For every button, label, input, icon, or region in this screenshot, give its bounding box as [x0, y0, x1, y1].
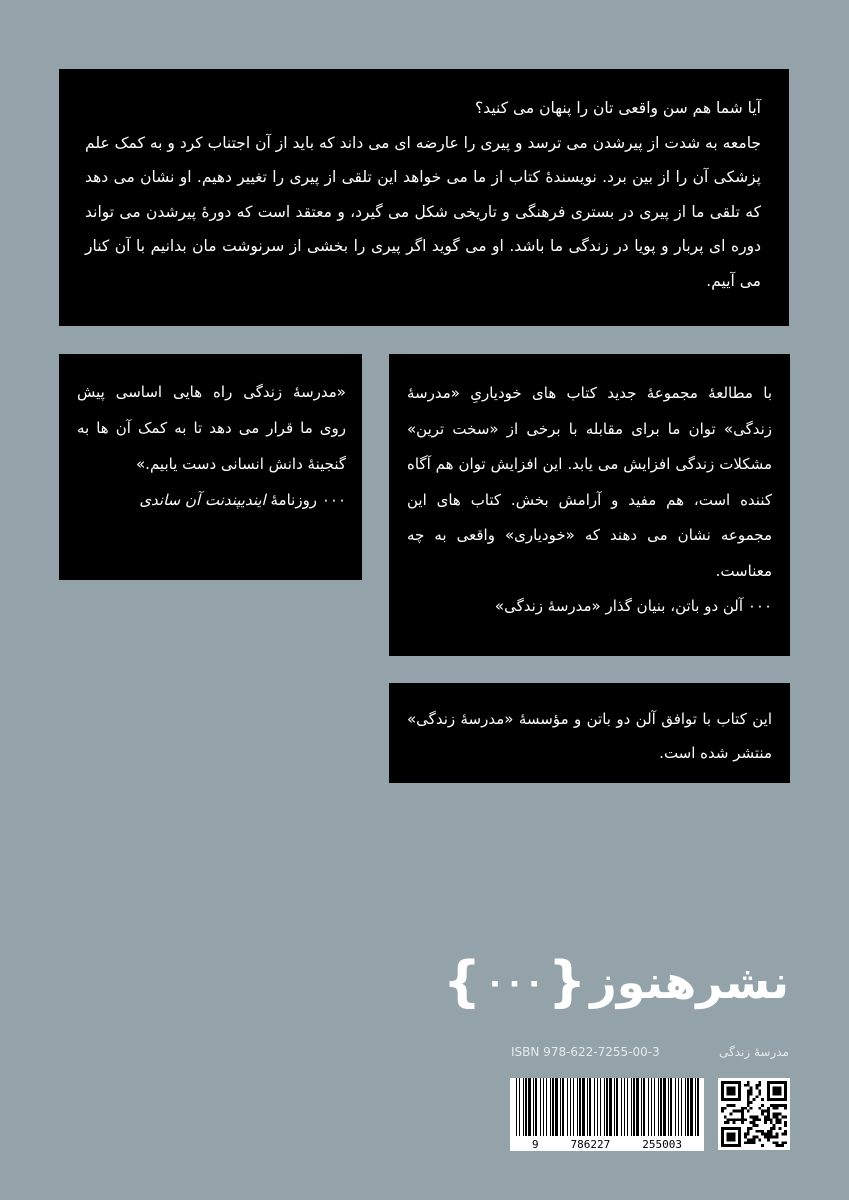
- series-label: مدرسهٔ زندگی: [719, 1045, 789, 1059]
- isbn-line: [511, 1045, 789, 1059]
- question-heading: آیا شما هم سن واقعی تان را پنهان می کنید؟: [474, 99, 761, 117]
- publisher-logo: [439, 950, 789, 1013]
- brace-close-icon: }: [442, 950, 482, 1013]
- press-quote: «مدرسهٔ زندگی راه هایی اساسی پیش روی ما قرار می دهد تا به کمک آن ها به گنجینهٔ دانش انسانی دست یابیم.»: [77, 383, 346, 473]
- barcode-digit-group: 9: [531, 1138, 539, 1151]
- license-note: این کتاب با توافق آلن دو باتن و مؤسسهٔ «مدرسهٔ زندگی» منتشر شده است.: [407, 710, 772, 762]
- qr-modules: [718, 1078, 790, 1150]
- license-note-box: [389, 683, 790, 783]
- brace-open-icon: {: [547, 950, 587, 1013]
- barcode-digit-group: 255003: [642, 1138, 682, 1151]
- qr-code-icon: [718, 1078, 790, 1150]
- isbn-text: ISBN 978-622-7255-00-3: [511, 1045, 660, 1059]
- attribution-source: ایندیپندنت آن ساندی: [139, 491, 266, 509]
- barcode-digit-group: 786227: [570, 1138, 611, 1151]
- series-attribution: ٠٠٠ آلن دو باتن، بنیان گذار «مدرسهٔ زندگی»: [494, 597, 772, 615]
- publisher-name: نشرهنوز: [590, 955, 789, 1009]
- series-quote: با مطالعهٔ مجموعهٔ جدید کتاب های خودیاریِ «مدرسهٔ زندگی» توان ما برای مقابله با برخی از «سخت ترین» مشکلات زندگی افزایش می یابد. این افزایش توان هم آگاه کننده است، هم مفید و آرامش بخش. کتاب های این مجموعه نشان می دهند که «خودیاری» واقعی به چه معناست.: [407, 384, 772, 580]
- barcode-bars: [510, 1078, 704, 1136]
- description-box: [59, 69, 789, 326]
- barcode-number: [510, 1138, 704, 1151]
- press-quote-box: [59, 354, 362, 580]
- publisher-dots: ٠٠٠: [485, 963, 544, 1001]
- description-text: جامعه به شدت از پیرشدن می ترسد و پیری را عارضه ای می داند که باید از آن اجتناب کرد و به کمک علم پزشکی آن را از بین برد. نویسندهٔ کتاب از ما می خواهد این تلقی از پیری را تغییر دهیم. او نشان می دهد که تلقی ما از پیری در بستری فرهنگی و تاریخی شکل می گیرد، و معتقد است که دورهٔ پیرشدن می تواند دوره ای پربار و پویا در زندگی ما باشد. او می گوید اگر پیری را بخشی از سرنوشت مان بدانیم با آن کنار می آییم.: [85, 133, 761, 290]
- series-quote-box: [389, 354, 790, 656]
- attribution-prefix: ٠٠٠ روزنامهٔ: [270, 491, 346, 509]
- barcode-icon: [510, 1078, 704, 1150]
- press-attribution: [77, 482, 346, 518]
